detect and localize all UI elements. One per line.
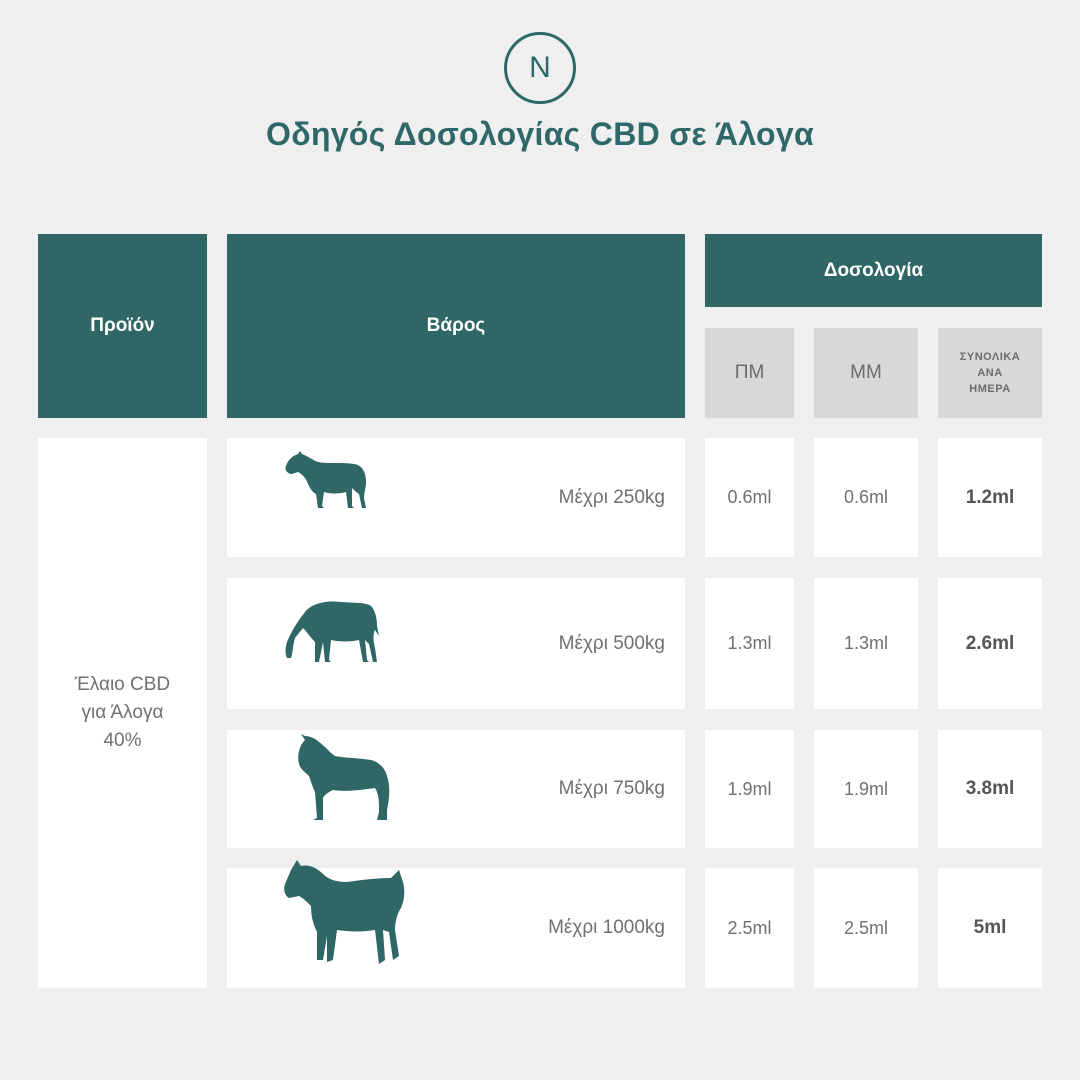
mm-cell-row-1: 0.6ml [814,438,918,557]
header-product-label: Προϊόν [90,315,155,336]
total-cell-row-1: 1.2ml [938,438,1042,557]
total-cell-row-2: 2.6ml [938,578,1042,709]
header-mm [814,328,918,418]
total-cell-row-3: 3.8ml [938,730,1042,848]
weight-label-row-1: Μέχρι 250kg [558,486,665,508]
total-cell-row-4: 5ml [938,868,1042,988]
pm-cell-row-3: 1.9ml [705,730,794,848]
draft-horse-icon [281,856,409,968]
header-pm [705,328,794,418]
header-pm-label: ΠΜ [734,362,765,383]
weight-cell-row-1 [227,438,685,557]
mm-cell-row-2: 1.3ml [814,578,918,709]
header-total-line1: ΣΥΝΟΛΙΚΑ [959,351,1021,363]
product-name-line1: Έλαιο CBD [74,674,171,695]
n-circle-logo-icon [504,32,576,104]
weight-cell-row-3 [227,730,685,848]
cob-horse-icon [295,732,401,824]
mm-cell-row-3: 1.9ml [814,730,918,848]
header-dosage-label: Δοσολογία [823,259,924,281]
product-cell [38,438,207,988]
pm-cell-row-4: 2.5ml [705,868,794,988]
pm-cell-row-2: 1.3ml [705,578,794,709]
weight-label-row-4: Μέχρι 1000kg [548,917,665,938]
page-title: Οδηγός Δοσολογίας CBD σε Άλογα [266,116,814,152]
header-weight-label: Βάρος [426,315,486,336]
header-dosage [705,234,1042,307]
pony-icon [282,450,372,512]
pm-cell-row-1: 0.6ml [705,438,794,557]
header-total-line2: ΑΝΑ [977,367,1003,379]
header-product [38,234,207,418]
logo-letter: N [529,51,551,84]
grazing-horse-icon [285,590,381,666]
weight-cell-row-4 [227,868,685,988]
header-total-line3: ΗΜΕΡΑ [969,383,1011,395]
header-weight [227,234,685,418]
weight-label-row-2: Μέχρι 500kg [558,632,665,654]
weight-label-row-3: Μέχρι 750kg [558,778,665,799]
product-strength: 40% [103,730,142,751]
header-mm-label: ΜΜ [850,362,882,383]
weight-cell-row-2 [227,578,685,709]
header-total-per-day [938,328,1042,418]
product-name-line2: για Άλογα [81,702,164,723]
mm-cell-row-4: 2.5ml [814,868,918,988]
